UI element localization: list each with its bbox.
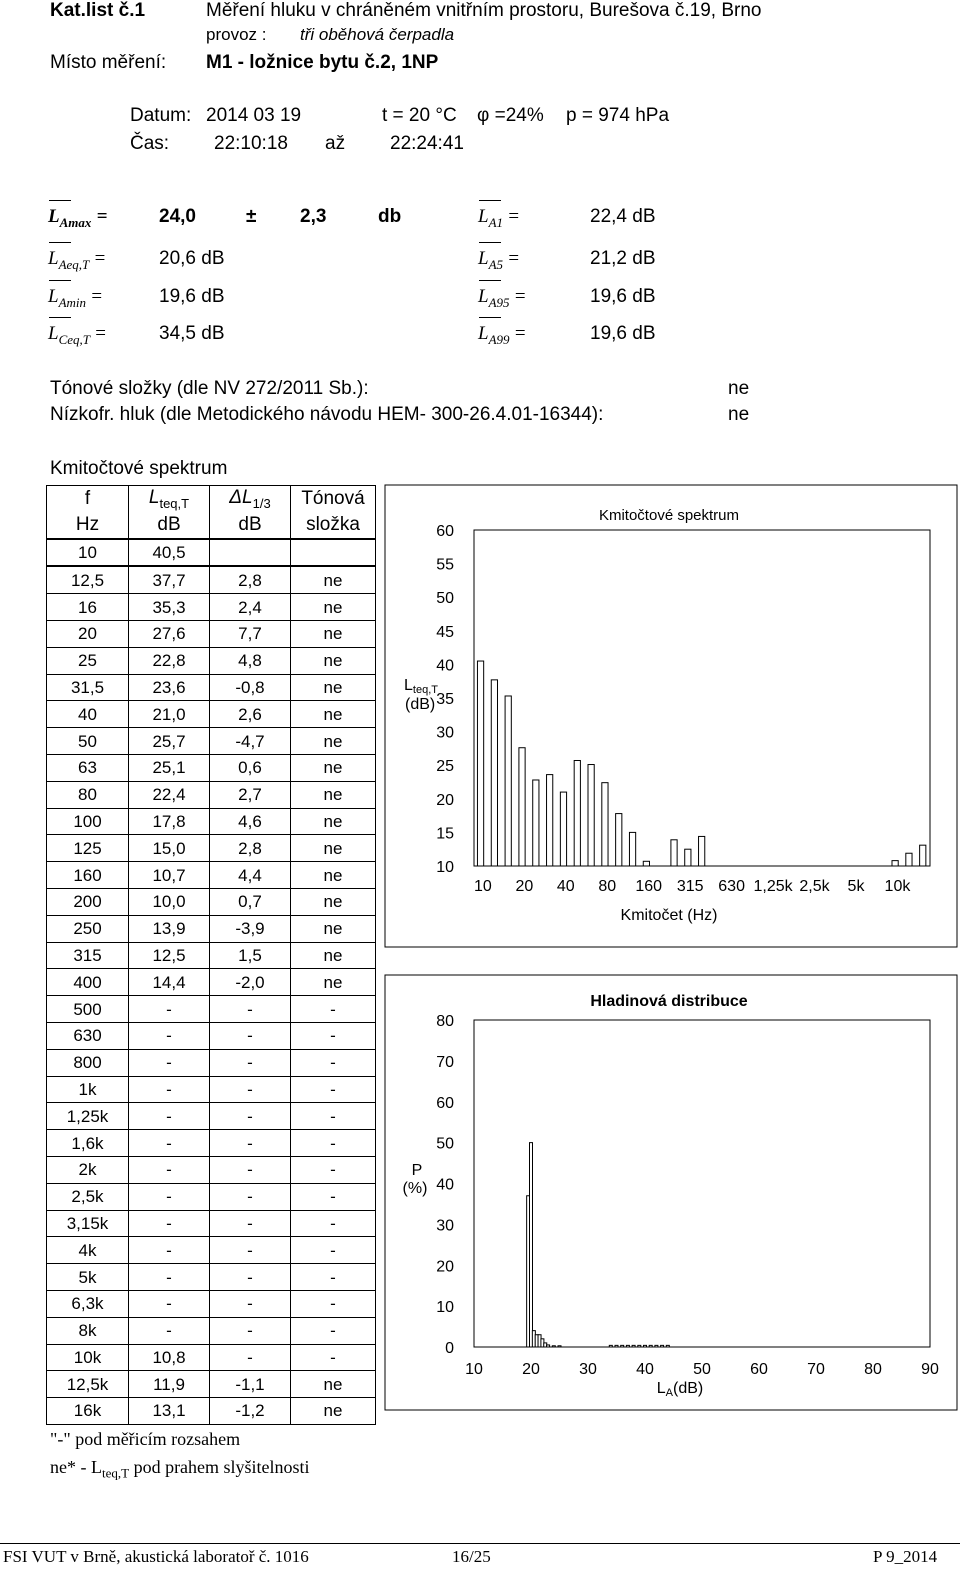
cell-freq: 12,5 [47,566,129,593]
datum-value: 2014 03 19 [206,105,302,126]
cell-tonal: - [291,1183,376,1210]
distribution-xtick-label: 10 [465,1361,483,1378]
distribution-ytick-label: 10 [436,1299,454,1317]
lamin-symbol: $L_{Amin}$ = [48,286,103,310]
distribution-xlabel: LA(dB) [656,1380,704,1399]
spectrum-ytick-label: 60 [436,523,454,540]
spectrum-bar [602,783,608,866]
cell-freq: 25 [47,647,129,674]
laeq-value: 20,6 dB [159,248,225,269]
lceq-value: 34,5 dB [159,323,225,344]
cell-lteq: 22,8 [129,647,210,674]
cell-delta: 4,6 [210,808,291,835]
cell-freq: 50 [47,728,129,755]
cell-lteq: 10,7 [129,862,210,889]
cell-lteq: - [129,1103,210,1130]
cell-tonal: ne [291,888,376,915]
cell-tonal: ne [291,915,376,942]
cell-freq: 6,3k [47,1290,129,1317]
cell-delta: - [210,1317,291,1344]
la95-value: 19,6 dB [590,286,656,307]
cell-delta: 2,8 [210,566,291,593]
cell-freq: 400 [47,969,129,996]
tonal-label: Tónové složky (dle NV 272/2011 Sb.): [50,378,369,399]
table-note-range: "-" pod měřicím rozsahem [50,1429,241,1449]
spectrum-ytick-label: 20 [436,791,454,809]
unit-db-2: dB [210,512,291,539]
cell-freq: 2,5k [47,1183,129,1210]
cell-freq: 2k [47,1156,129,1183]
cell-freq: 3,15k [47,1210,129,1237]
spectrum-ytick-label: 50 [436,590,454,608]
cell-delta: - [210,1264,291,1291]
unit-db-1: dB [129,512,210,539]
cell-freq: 1k [47,1076,129,1103]
spectrum-ytick-label: 10 [436,859,454,876]
distribution-xtick-label: 60 [750,1361,768,1378]
spectrum-bar [920,845,926,866]
cell-delta: - [210,1103,291,1130]
cell-freq: 31,5 [47,674,129,701]
cell-tonal: ne [291,594,376,621]
distribution-plot-area [474,1020,930,1347]
distribution-xtick-label: 50 [693,1361,711,1378]
spectrum-bar [643,861,649,866]
cell-tonal: ne [291,835,376,862]
cell-delta: - [210,1344,291,1371]
cell-lteq: 12,5 [129,942,210,969]
cell-freq: 250 [47,915,129,942]
distribution-xtick-label: 80 [864,1361,882,1378]
distribution-xtick-label: 70 [807,1361,825,1378]
cell-tonal: - [291,1317,376,1344]
spectrum-ylabel: Lteq,T [404,677,438,696]
cell-tonal: - [291,1290,376,1317]
distribution-bar [632,1345,635,1347]
cell-lteq: - [129,1156,210,1183]
cell-freq: 63 [47,754,129,781]
cell-tonal: ne [291,728,376,755]
spectrum-xtick-label: 10 [474,878,492,895]
distribution-xtick-label: 90 [921,1361,939,1378]
misto-label: Místo měření: [50,52,167,73]
spectrum-bar [477,661,483,866]
cell-lteq: 11,9 [129,1371,210,1398]
cell-lteq: - [129,1183,210,1210]
distribution-bar [638,1345,641,1347]
spectrum-ytick-label: 40 [436,657,454,675]
cell-tonal: - [291,1210,376,1237]
laeq-symbol: $L_{Aeq,T}$ = [48,248,106,272]
distribution-xtick-label: 20 [522,1361,540,1378]
distribution-xtick-label: 30 [579,1361,597,1378]
cell-tonal: ne [291,781,376,808]
spectrum-bar [906,853,912,866]
cell-lteq: - [129,1049,210,1076]
datum-label: Datum: [130,105,192,126]
distribution-bar [609,1345,612,1347]
cell-freq: 630 [47,1022,129,1049]
distribution-ytick-label: 30 [436,1217,454,1235]
cell-lteq: 27,6 [129,620,210,647]
cell-delta: -1,1 [210,1371,291,1398]
cell-tonal: - [291,1022,376,1049]
header-lteq: $L_{teq,T}$ [129,486,210,512]
distribution-ytick-label: 60 [436,1094,454,1112]
distribution-bar [666,1345,669,1347]
spectrum-bar [560,792,566,866]
spectrum-bar [547,775,553,866]
cell-delta: - [210,1183,291,1210]
spectrum-xtick-label: 630 [718,878,745,895]
cell-delta: 2,7 [210,781,291,808]
lceq-symbol: $L_{Ceq,T}$ = [48,323,106,347]
provoz-label: provoz : [206,25,267,44]
lowfreq-value: ne [728,404,750,425]
cell-lteq: - [129,1264,210,1291]
cell-freq: 20 [47,620,129,647]
cell-lteq: 25,1 [129,754,210,781]
cell-lteq: 22,4 [129,781,210,808]
spectrum-ylabel-unit: (dB) [405,696,436,713]
cell-delta: 4,4 [210,862,291,889]
cell-delta: - [210,1049,291,1076]
cell-tonal: ne [291,674,376,701]
spectrum-bar [616,814,622,866]
cell-freq: 1,25k [47,1103,129,1130]
cell-freq: 10k [47,1344,129,1371]
distribution-bar [530,1143,533,1347]
cell-freq: 125 [47,835,129,862]
spectrum-xtick-label: 20 [515,878,534,895]
spectrum-xtick-label: 40 [556,878,575,895]
spectrum-xlabel: Kmitočet (Hz) [620,907,718,924]
cell-freq: 80 [47,781,129,808]
distribution-ylabel-unit: (%) [402,1180,428,1197]
table-note-threshold: $ne* - L_{teq,T}$ pod prahem slyšitelnosti [50,1457,310,1481]
cell-lteq: 17,8 [129,808,210,835]
cell-delta: - [210,996,291,1023]
unit-slozka: složka [291,512,376,539]
cell-tonal: ne [291,620,376,647]
cell-freq: 1,6k [47,1130,129,1157]
spectrum-plot-area [474,530,930,866]
cell-delta: 2,8 [210,835,291,862]
la1-value: 22,4 dB [590,206,656,227]
cas-to: 22:24:41 [390,133,464,154]
cell-delta: - [210,1237,291,1264]
footer-lab: FSI VUT v Brně, akustická laboratoř č. 1016 [3,1547,309,1566]
cell-tonal: ne [291,862,376,889]
lamax-pm: ± [246,206,257,227]
lamin-value: 19,6 dB [159,286,225,307]
spectrum-bar [533,780,539,866]
cell-freq: 160 [47,862,129,889]
distribution-bar [661,1345,664,1347]
cell-delta: - [210,1210,291,1237]
cell-delta: 7,7 [210,620,291,647]
distribution-ytick-label: 80 [436,1013,454,1030]
cell-delta: 4,8 [210,647,291,674]
distribution-ytick-label: 20 [436,1258,454,1276]
spectrum-ytick-label: 15 [436,825,454,843]
cell-lteq: 15,0 [129,835,210,862]
la1-symbol: $L_{A1}$ = [478,206,520,230]
measurement-title: Měření hluku v chráněném vnitřním prostoru, Burešova č.19, Brno [206,0,762,21]
spectrum-ytick-label: 30 [436,724,454,742]
spectrum-chart-frame [385,485,957,947]
cell-delta: -2,0 [210,969,291,996]
cell-lteq: 40,5 [129,539,210,567]
cell-freq: 16k [47,1398,129,1425]
cell-tonal: ne [291,754,376,781]
spectrum-xtick-label: 80 [598,878,617,895]
distribution-chart-title: Hladinová distribuce [590,993,748,1010]
cell-delta: - [210,1022,291,1049]
humidity: φ =24% [477,105,544,126]
cell-delta: 0,6 [210,754,291,781]
cell-tonal: - [291,1103,376,1130]
cell-lteq: 35,3 [129,594,210,621]
spectrum-ytick-label: 25 [436,758,454,776]
cas-label: Čas: [130,133,170,154]
cell-tonal: - [291,1344,376,1371]
cas-to-label: až [325,133,346,154]
la5-symbol: $L_{A5}$ = [478,248,520,272]
spectrum-bar [519,748,525,866]
cell-lteq: - [129,1130,210,1157]
cell-delta: - [210,1130,291,1157]
spectrum-ytick-label: 45 [436,623,454,641]
cell-lteq: 10,8 [129,1344,210,1371]
cell-lteq: - [129,1210,210,1237]
cell-tonal: - [291,996,376,1023]
cell-tonal: - [291,1049,376,1076]
distribution-ytick-label: 50 [436,1135,454,1153]
cell-tonal: ne [291,1398,376,1425]
footer-report-id: P 9_2014 [873,1547,938,1566]
cell-tonal: ne [291,1371,376,1398]
lamax-value: 24,0 [159,206,196,227]
spectrum-xtick-label: 315 [676,878,704,895]
cell-delta: - [210,1290,291,1317]
header-f: f [47,486,129,512]
lamax-uncertainty: 2,3 [300,206,327,227]
cell-tonal: ne [291,808,376,835]
cell-freq: 5k [47,1264,129,1291]
temperature: t = 20 °C [382,105,457,126]
cell-lteq: 14,4 [129,969,210,996]
spectrum-bar [685,849,691,866]
cell-freq: 40 [47,701,129,728]
cell-lteq: 37,7 [129,566,210,593]
cell-lteq: 21,0 [129,701,210,728]
cell-tonal: - [291,1130,376,1157]
distribution-ylabel: P [411,1162,423,1179]
spectrum-xtick-label: 1,25k [753,878,793,895]
unit-hz: Hz [47,512,129,539]
spectrum-xtick-label: 160 [635,878,663,895]
header-tonal: Tónová [291,486,376,512]
cell-delta: 0,7 [210,888,291,915]
cell-lteq: 13,1 [129,1398,210,1425]
la99-symbol: $L_{A99}$ = [478,323,526,347]
distribution-ytick-label: 70 [436,1053,454,1071]
cell-delta: -3,9 [210,915,291,942]
cell-freq: 10 [47,539,129,567]
cell-delta: -4,7 [210,728,291,755]
cell-lteq: - [129,1076,210,1103]
cas-from: 22:10:18 [214,133,288,154]
distribution-bar [626,1345,629,1347]
footer-page: 16/25 [452,1547,491,1566]
cell-lteq: 10,0 [129,888,210,915]
distribution-bar [644,1345,647,1347]
spectrum-bar [588,765,594,866]
cell-freq: 500 [47,996,129,1023]
page-footer [0,1543,960,1570]
spectrum-xtick-label: 5k [847,878,865,895]
spectrum-ytick-label: 55 [436,556,454,574]
spectrum-ytick-label: 35 [436,691,454,708]
distribution-xtick-label: 40 [636,1361,654,1378]
cell-delta: -1,2 [210,1398,291,1425]
spectrum-bar [892,861,898,866]
cell-lteq: - [129,1022,210,1049]
spectrum-bar [671,840,677,866]
distribution-bar [649,1345,652,1347]
catalog-sheet-number: Kat.list č.1 [50,0,146,21]
cell-tonal: - [291,1237,376,1264]
cell-lteq: 23,6 [129,674,210,701]
cell-tonal: ne [291,647,376,674]
cell-tonal: - [291,1156,376,1183]
cell-delta: - [210,1076,291,1103]
distribution-bar [621,1345,624,1347]
cell-freq: 800 [47,1049,129,1076]
spectrum-xtick-label: 10k [884,878,911,895]
cell-tonal: - [291,1076,376,1103]
la5-value: 21,2 dB [590,248,656,269]
cell-lteq: - [129,1290,210,1317]
lamax-symbol: $L_{Amax}$ = [48,206,108,230]
cell-tonal: ne [291,566,376,593]
cell-delta: 2,6 [210,701,291,728]
cell-freq: 200 [47,888,129,915]
tonal-value: ne [728,378,750,399]
cell-tonal: ne [291,942,376,969]
cell-tonal: - [291,1264,376,1291]
spectrum-bar [491,680,497,866]
lamax-unit: db [378,206,402,227]
cell-lteq: 13,9 [129,915,210,942]
cell-freq: 8k [47,1317,129,1344]
spectrum-bar [505,696,511,866]
pressure: p = 974 hPa [566,105,670,126]
distribution-bar [655,1345,658,1347]
cell-freq: 12,5k [47,1371,129,1398]
cell-freq: 4k [47,1237,129,1264]
cell-tonal: ne [291,701,376,728]
cell-lteq: - [129,1317,210,1344]
distribution-ytick-label: 0 [445,1340,454,1357]
spectrum-xtick-label: 2,5k [799,878,830,895]
spectrum-bar [699,836,705,866]
spectrum-bar [629,832,635,866]
distribution-chart-frame [385,975,957,1410]
cell-lteq: - [129,1237,210,1264]
cell-freq: 315 [47,942,129,969]
la95-symbol: $L_{A95}$ = [478,286,526,310]
distribution-ytick-label: 40 [436,1176,454,1194]
cell-lteq: 25,7 [129,728,210,755]
distribution-bar [558,1346,561,1347]
lowfreq-label: Nízkofr. hluk (dle Metodického návodu HEM- 300-26.4.01-16344): [50,404,604,425]
distribution-bar [552,1346,555,1347]
cell-tonal: ne [291,969,376,996]
spectrum-table-title: Kmitočtové spektrum [50,458,228,479]
header-delta-l: $\Delta L_{1/3}$ [210,486,291,512]
cell-freq: 16 [47,594,129,621]
cell-delta: 1,5 [210,942,291,969]
cell-lteq: - [129,996,210,1023]
provoz-value: tři oběhová čerpadla [300,25,455,44]
cell-delta: -0,8 [210,674,291,701]
spectrum-chart-title: Kmitočtové spektrum [598,507,740,524]
la99-value: 19,6 dB [590,323,656,344]
cell-freq: 100 [47,808,129,835]
cell-delta: - [210,1156,291,1183]
spectrum-bar [574,760,580,866]
misto-value: M1 - ložnice bytu č.2, 1NP [206,52,439,73]
distribution-bar [615,1345,618,1347]
cell-delta: 2,4 [210,594,291,621]
distribution-bar [547,1345,550,1347]
